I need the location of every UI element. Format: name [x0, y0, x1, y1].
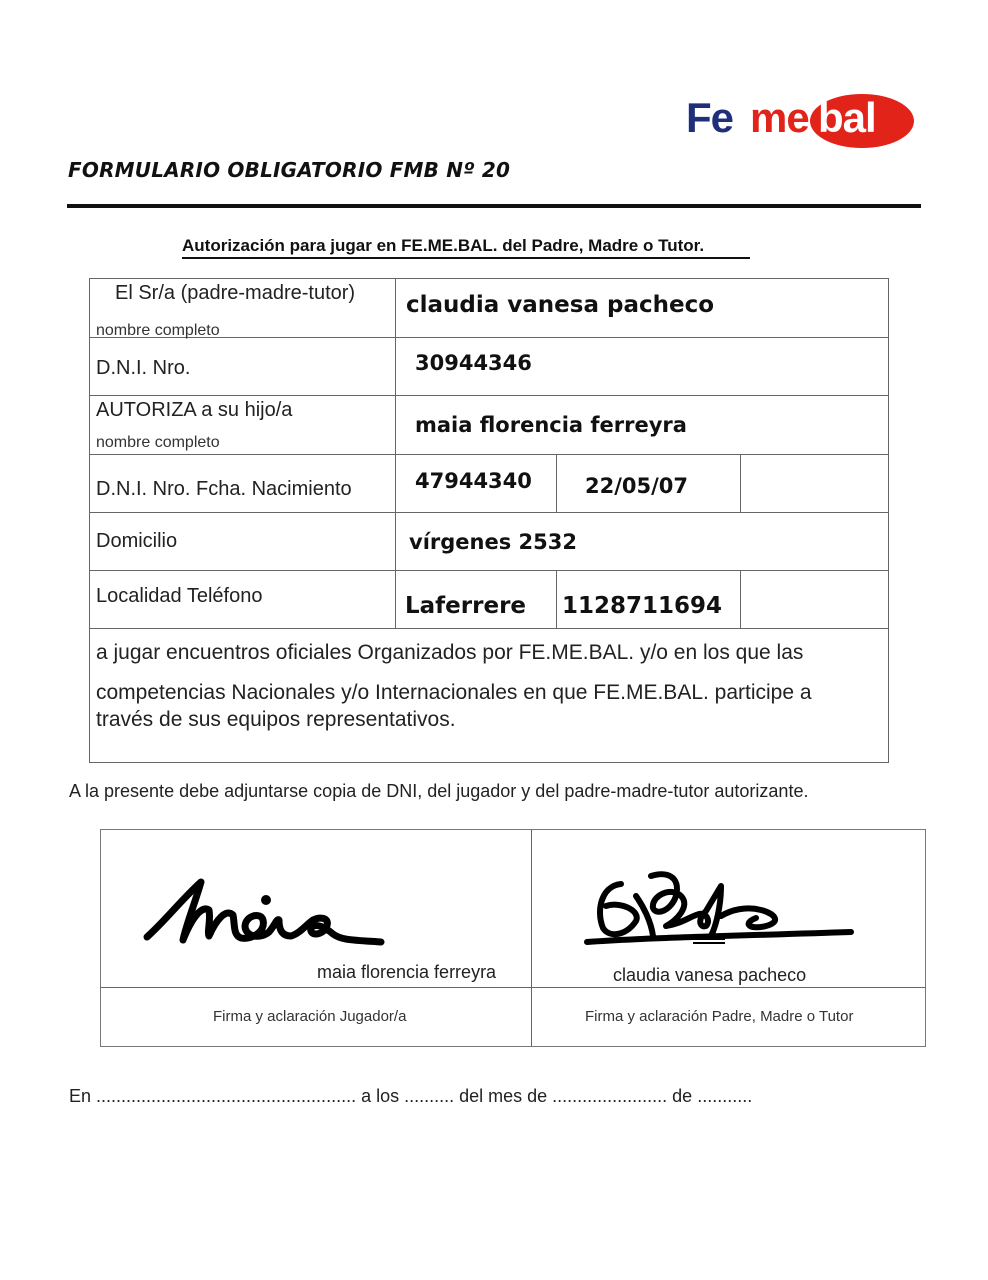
player-printed-name: maia florencia ferreyra: [317, 962, 497, 982]
column-divider: [531, 830, 532, 1046]
row-divider: [90, 395, 888, 396]
player-signature-caption: Firma y aclaración Jugador/a: [213, 1008, 407, 1025]
address-field[interactable]: vírgenes 2532: [409, 530, 577, 554]
child-birth-field[interactable]: 22/05/07: [585, 474, 689, 498]
tutor-signature: [581, 866, 861, 956]
locality-phone-label: Localidad Teléfono: [96, 585, 263, 607]
tutor-sublabel: nombre completo: [96, 322, 220, 339]
column-divider: [740, 454, 741, 512]
authorization-text-line: a jugar encuentros oficiales Organizados por FE.ME.BAL. y/o en los que las: [96, 641, 804, 664]
row-divider: [90, 628, 888, 629]
logo-me-text: me: [750, 94, 809, 141]
authorization-table: [89, 278, 889, 763]
logo-fe-text: Fe: [686, 94, 734, 141]
place-date-line: En .................................................... a los .......... del mes de ....................... de ...........: [69, 1086, 753, 1106]
column-divider: [395, 279, 396, 629]
row-divider: [101, 987, 925, 988]
row-divider: [90, 454, 888, 455]
femebal-logo: [686, 92, 916, 150]
signature-table: [100, 829, 926, 1047]
tutor-label: El Sr/a (padre-madre-tutor): [115, 282, 356, 304]
authorization-text-line: competencias Nacionales y/o Internacionales en que FE.ME.BAL. participe a: [96, 681, 812, 704]
child-dni-birth-label: D.N.I. Nro. Fcha. Nacimiento: [96, 478, 352, 500]
child-sublabel: nombre completo: [96, 434, 220, 451]
logo-bal-text: bal: [818, 94, 876, 141]
tutor-signature-caption: Firma y aclaración Padre, Madre o Tutor: [585, 1008, 854, 1025]
child-name-field[interactable]: maia florencia ferreyra: [415, 413, 687, 437]
tutor-printed-name: claudia vanesa pacheco: [613, 965, 807, 985]
attachment-note: A la presente debe adjuntarse copia de DNI, del jugador y del padre-madre-tutor autorizante.: [69, 781, 809, 801]
player-signature: [141, 870, 391, 960]
child-label: AUTORIZA a su hijo/a: [96, 399, 293, 421]
form-title: FORMULARIO OBLIGATORIO FMB Nº 20: [68, 158, 511, 182]
row-divider: [90, 570, 888, 571]
column-divider: [556, 570, 557, 628]
title-divider: [67, 204, 921, 208]
phone-field[interactable]: 1128711694: [562, 593, 723, 619]
child-dni-field[interactable]: 47944340: [415, 469, 532, 493]
row-divider: [90, 512, 888, 513]
authorization-text-line: través de sus equipos representativos.: [96, 708, 456, 731]
locality-field[interactable]: Laferrere: [405, 593, 527, 619]
tutor-name-field[interactable]: claudia vanesa pacheco: [406, 292, 715, 318]
column-divider: [740, 570, 741, 628]
tutor-dni-label: D.N.I. Nro.: [96, 357, 191, 379]
tutor-dni-field[interactable]: 30944346: [415, 351, 532, 375]
address-label: Domicilio: [96, 530, 178, 552]
form-subtitle: Autorización para jugar en FE.ME.BAL. del Padre, Madre o Tutor.: [182, 236, 750, 259]
column-divider: [556, 454, 557, 512]
